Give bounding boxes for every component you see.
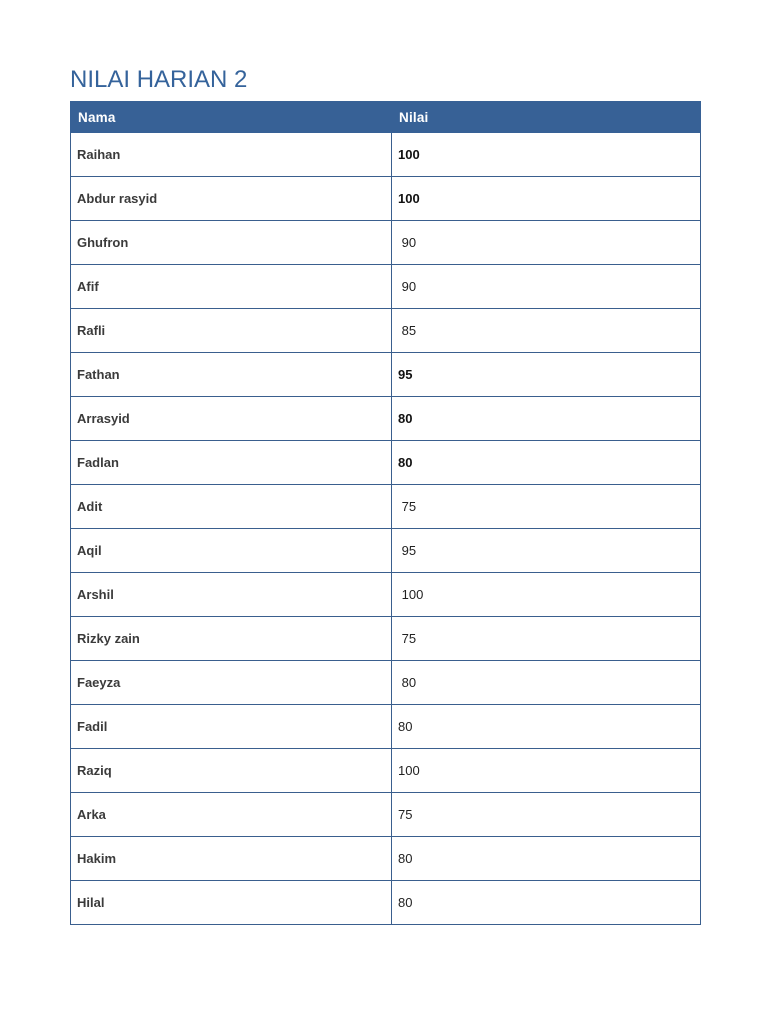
score-cell: 90	[392, 221, 701, 265]
score-cell: 75	[392, 793, 701, 837]
student-name-cell: Arrasyid	[71, 397, 392, 441]
student-name-cell: Rafli	[71, 309, 392, 353]
student-name-cell: Fadlan	[71, 441, 392, 485]
score-cell: 90	[392, 265, 701, 309]
table-row	[71, 705, 701, 749]
table-row	[71, 177, 701, 221]
student-name-cell: Hakim	[71, 837, 392, 881]
student-name-cell: Faeyza	[71, 661, 392, 705]
table-row	[71, 441, 701, 485]
score-cell: 80	[392, 397, 701, 441]
student-name-cell: Fadil	[71, 705, 392, 749]
table-row	[71, 661, 701, 705]
score-cell: 100	[392, 749, 701, 793]
table-row	[71, 881, 701, 925]
score-cell: 100	[392, 177, 701, 221]
student-name-cell: Hilal	[71, 881, 392, 925]
score-cell: 85	[392, 309, 701, 353]
student-name-cell: Arka	[71, 793, 392, 837]
table-body	[71, 133, 701, 925]
table-row	[71, 837, 701, 881]
table-row	[71, 573, 701, 617]
score-cell: 100	[392, 573, 701, 617]
table-row	[71, 221, 701, 265]
score-cell: 80	[392, 441, 701, 485]
score-cell: 80	[392, 705, 701, 749]
student-name-cell: Raziq	[71, 749, 392, 793]
table-row	[71, 529, 701, 573]
table-row	[71, 485, 701, 529]
score-cell: 80	[392, 837, 701, 881]
student-name-cell: Adit	[71, 485, 392, 529]
table-row	[71, 309, 701, 353]
table-row	[71, 133, 701, 177]
table-row	[71, 353, 701, 397]
table-row	[71, 397, 701, 441]
score-cell: 80	[392, 881, 701, 925]
score-cell: 95	[392, 353, 701, 397]
table-row	[71, 793, 701, 837]
score-cell: 100	[392, 133, 701, 177]
table-row	[71, 265, 701, 309]
student-name-cell: Arshil	[71, 573, 392, 617]
score-cell: 95	[392, 529, 701, 573]
column-header-name: Nama	[71, 102, 392, 133]
student-name-cell: Abdur rasyid	[71, 177, 392, 221]
student-name-cell: Fathan	[71, 353, 392, 397]
grades-table	[70, 101, 701, 925]
score-cell: 75	[392, 485, 701, 529]
table-row	[71, 617, 701, 661]
score-cell: 80	[392, 661, 701, 705]
student-name-cell: Aqil	[71, 529, 392, 573]
student-name-cell: Raihan	[71, 133, 392, 177]
column-header-value: Nilai	[392, 102, 701, 133]
student-name-cell: Afif	[71, 265, 392, 309]
page-title: NILAI HARIAN 2	[70, 66, 248, 93]
table-header-row	[71, 102, 701, 133]
score-cell: 75	[392, 617, 701, 661]
table-row	[71, 749, 701, 793]
student-name-cell: Rizky zain	[71, 617, 392, 661]
student-name-cell: Ghufron	[71, 221, 392, 265]
